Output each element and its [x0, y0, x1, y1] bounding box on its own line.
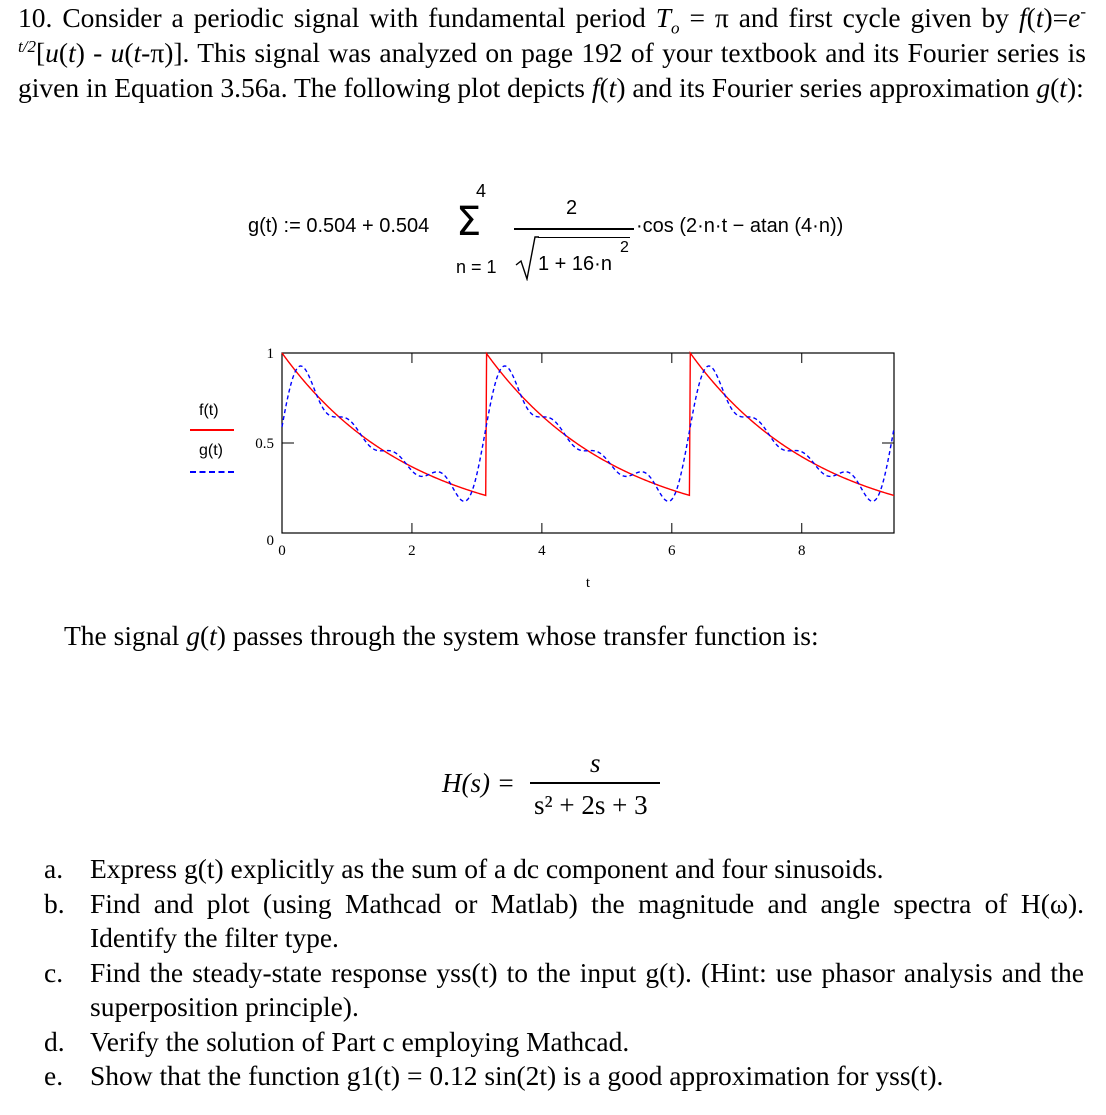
x-tick-label: 4 — [538, 543, 546, 559]
legend-g-line — [190, 471, 234, 473]
sigma-symbol: Σ — [456, 199, 482, 245]
transfer-lhs: H(s) = — [442, 768, 515, 798]
x-axis-label: t — [585, 575, 591, 591]
sqrt-sign — [515, 235, 539, 281]
question-c: c. Find the steady-state response yss(t) to the input g(t). (Hint: use phasor analysis and the superposition principle). — [44, 956, 1084, 1022]
radicand-exponent: 2 — [620, 239, 629, 256]
problem-number: 10. — [18, 2, 53, 33]
x-tick-label: 8 — [797, 543, 806, 559]
transfer-denominator: s² + 2s + 3 — [534, 790, 648, 820]
question-list — [44, 852, 1084, 1094]
transfer-fraction-bar — [530, 782, 660, 784]
problem-statement: 10. Consider a periodic signal with fundamental period $T_o = \pi$ and first cycle given by $f(t)=e^{-t/2}[u(t) - u(t-\pi)]$. This signal was analyzed on page 192 of your textbook and its Fourier series is given in Equation 3.56a. The following plot depicts f(t) and its Fourier series approximation g(t): — [18, 1, 1087, 103]
legend-g-label: g(t) — [199, 442, 223, 459]
y-tick-label: 0 — [266, 533, 274, 549]
question-b: b. Find and plot (using Mathcad or Matlab) the magnitude and angle spectra of H(ω). Identify the filter type. — [44, 887, 1084, 953]
system-sentence: The signal g(t) passes through the system whose transfer function is: — [64, 620, 819, 651]
series-f-line — [282, 353, 894, 495]
chart-legend — [190, 400, 238, 480]
sum-upper: 4 — [476, 181, 487, 201]
x-tick-label: 2 — [408, 543, 416, 559]
y-tick-label: 0.5 — [255, 436, 274, 452]
legend-f-label: f(t) — [199, 402, 219, 419]
formula-lhs: g(t) := 0.504 + 0.504 — [248, 215, 430, 237]
fourier-formula — [0, 175, 1106, 285]
transfer-numerator: s — [590, 748, 601, 778]
fraction-numerator: 2 — [566, 197, 578, 219]
series-g-line — [282, 366, 894, 501]
signal-chart — [240, 335, 920, 595]
plot-frame — [282, 353, 894, 533]
question-a: a. Express g(t) explicitly as the sum of a dc component and four sinusoids. — [44, 853, 884, 884]
sqrt-overline — [538, 237, 630, 238]
fraction-bar — [514, 228, 634, 230]
question-d: d. Verify the solution of Part c employing Mathcad. — [44, 1025, 630, 1057]
radicand: 1 + 16·n — [538, 253, 612, 275]
transfer-function — [0, 740, 1106, 830]
question-e: e. Show that the function g1(t) = 0.12 sin(2t) is a good approximation for yss(t). — [44, 1060, 944, 1091]
sum-lower: n = 1 — [456, 257, 497, 277]
x-tick-label: 6 — [668, 543, 676, 559]
x-tick-label: 0 — [278, 543, 286, 559]
formula-tail: ·cos (2·n·t − atan (4·n)) — [636, 215, 844, 237]
legend-f-line — [190, 429, 234, 431]
y-tick-label: 1 — [266, 346, 274, 362]
